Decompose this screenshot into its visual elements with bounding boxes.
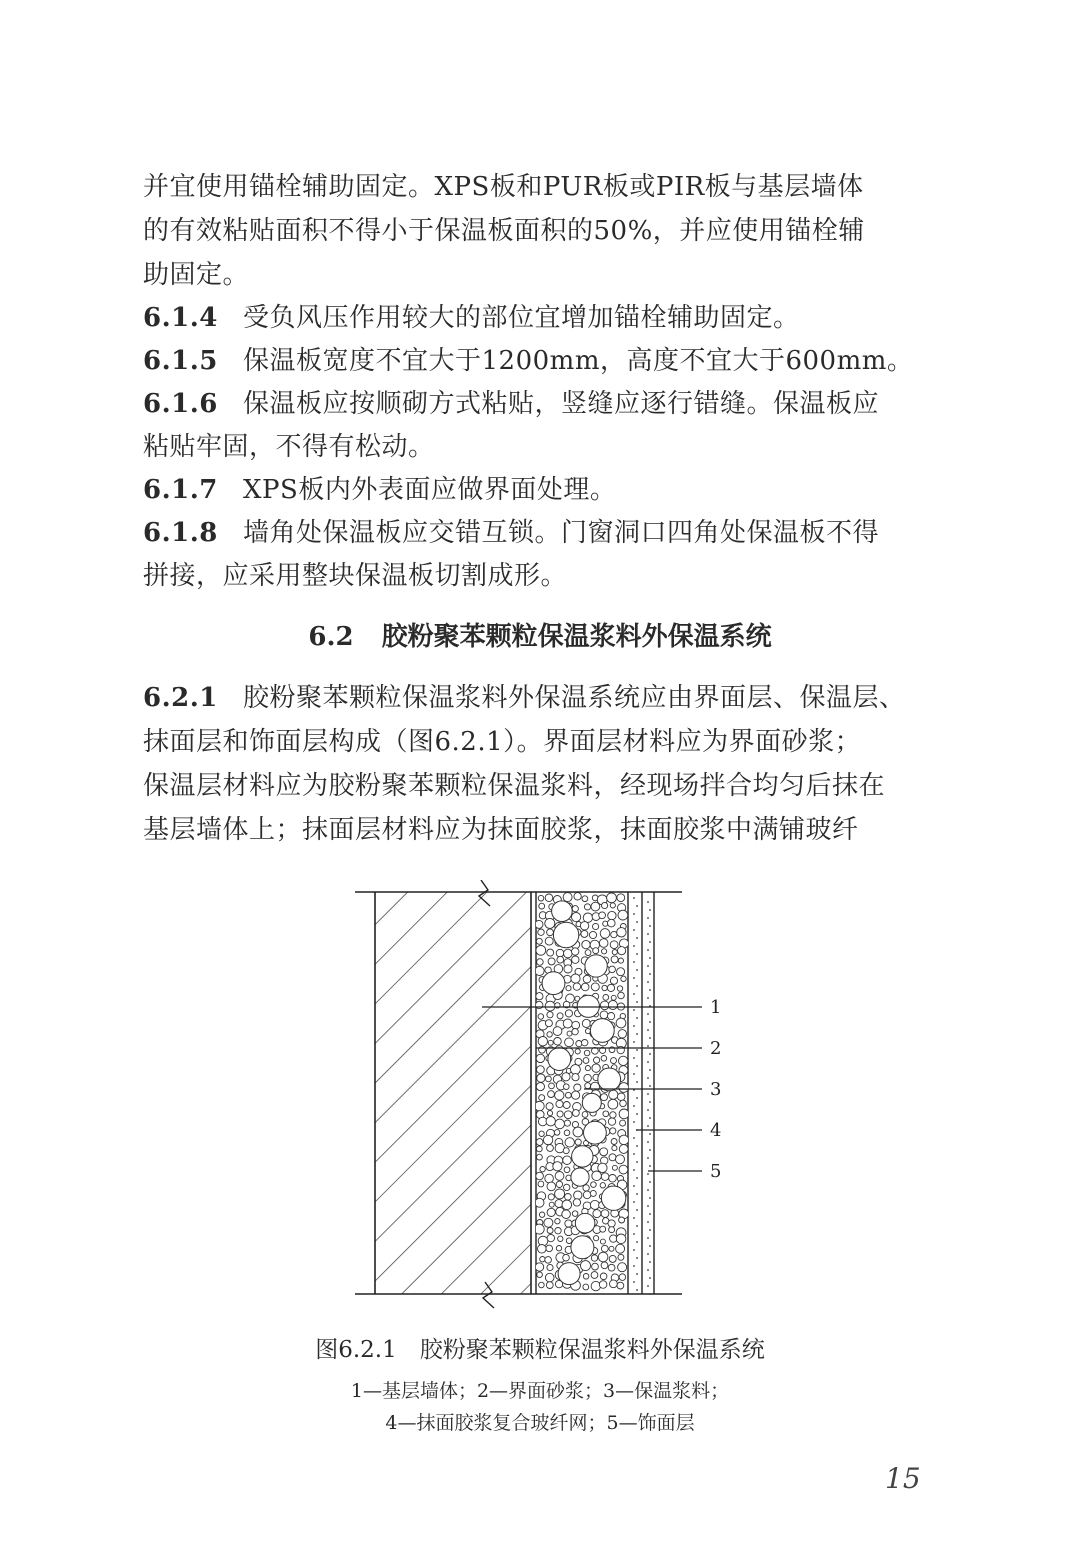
clause-number: 6.1.6 — [143, 389, 218, 419]
base-wall — [375, 892, 531, 1294]
label-4: 4 — [710, 1120, 722, 1141]
label-2: 2 — [710, 1038, 722, 1059]
clause-number: 6.1.4 — [143, 303, 218, 333]
clause-6-1-6-continued: 粘贴牢固，不得有松动。 — [143, 432, 435, 462]
clause-6-2-1 — [143, 676, 943, 720]
clause-6-2-1-line: 保温层材料应为胶粉聚苯颗粒保温浆料，经现场拌合均匀后抹在 — [143, 771, 886, 801]
section-title: 胶粉聚苯颗粒保温浆料外保温系统 — [381, 622, 772, 652]
section-heading — [0, 615, 1080, 659]
section-number: 6.2 — [308, 622, 354, 652]
clause-6-1-6 — [143, 382, 943, 426]
clause-6-1-8 — [143, 511, 943, 555]
clause-6-2-1-line: 基层墙体上；抹面层材料应为抹面胶浆，抹面胶浆中满铺玻纤 — [143, 815, 859, 845]
label-1: 1 — [710, 997, 722, 1018]
clause-text: 胶粉聚苯颗粒保温浆料外保温系统应由界面层、保温层、 — [243, 683, 906, 713]
figure-caption: 图6.2.1 胶粉聚苯颗粒保温浆料外保温系统 — [315, 1337, 765, 1363]
paragraph-line: 助固定。 — [143, 260, 250, 290]
clause-6-2-1-line: 抹面层和饰面层构成（图6.2.1）。界面层材料应为界面砂浆； — [143, 727, 862, 757]
clause-number: 6.2.1 — [143, 683, 218, 713]
clause-text: 受负风压作用较大的部位宜增加锚栓辅助固定。 — [243, 303, 800, 333]
paragraph-line: 的有效粘贴面积不得小于保温板面积的50%，并应使用锚栓辅 — [143, 216, 865, 246]
figure-legend-line: 1—基层墙体；2—界面砂浆；3—保温浆料； — [350, 1380, 730, 1402]
label-3: 3 — [710, 1079, 722, 1100]
insulation-particles — [534, 893, 629, 1291]
page-number: 15 — [885, 1462, 921, 1495]
clause-text: XPS板内外表面应做界面处理。 — [243, 475, 617, 505]
clause-6-1-7 — [143, 468, 943, 512]
wall-section-figure — [340, 880, 740, 1320]
clause-text: 墙角处保温板应交错互锁。门窗洞口四角处保温板不得 — [243, 518, 880, 548]
clause-text: 保温板宽度不宜大于1200mm，高度不宜大于600mm。 — [243, 346, 914, 376]
clause-number: 6.1.5 — [143, 346, 218, 376]
paragraph-line: 并宜使用锚栓辅助固定。XPS板和PUR板或PIR板与基层墙体 — [143, 172, 864, 202]
clause-text: 保温板应按顺砌方式粘贴，竖缝应逐行错缝。保温板应 — [243, 389, 880, 419]
clause-6-1-4 — [143, 296, 943, 340]
clause-6-1-8-continued: 拼接，应采用整块保温板切割成形。 — [143, 561, 568, 591]
figure-legend-line: 4—抹面胶浆复合玻纤网；5—饰面层 — [385, 1412, 695, 1434]
label-5: 5 — [710, 1161, 722, 1182]
clause-6-1-5 — [143, 339, 943, 383]
clause-number: 6.1.8 — [143, 518, 218, 548]
clause-number: 6.1.7 — [143, 475, 218, 505]
